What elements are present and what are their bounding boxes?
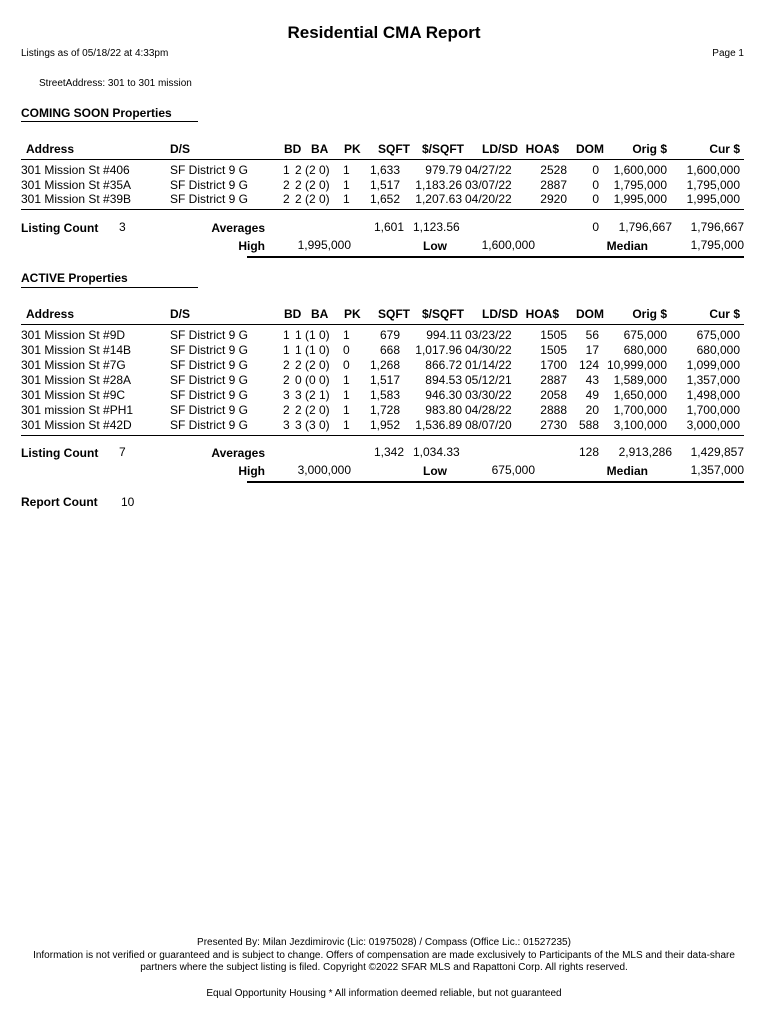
table-cell-pk: 1 <box>343 418 350 432</box>
table-cell-ldsd: 04/28/22 <box>465 403 512 417</box>
table-cell-ds: SF District 9 G <box>170 388 249 402</box>
table-cell-bd: 1 <box>283 343 290 357</box>
table-cell-hoa: 2058 <box>540 388 567 402</box>
avg-sqft: 1,601 <box>373 220 404 234</box>
median-label: Median <box>606 239 648 253</box>
heading-underline <box>21 287 198 288</box>
table-cell-dom: 0 <box>592 192 599 206</box>
footer-presented-by: Presented By: Milan Jezdimirovic (Lic: 01975028) / Compass (Office Lic.: 01527235) <box>197 937 571 948</box>
table-cell-ds: SF District 9 G <box>170 328 249 342</box>
table-cell-ppsf: 866.72 <box>425 358 462 372</box>
table-cell-bd: 2 <box>283 177 290 192</box>
table-cell-ppsf: 1,207.63 <box>415 192 462 206</box>
high-label: High <box>238 239 265 253</box>
table-cell-ppsf: 1,536.89 <box>415 418 462 432</box>
table-cell-ba: 3 (3 0) <box>295 418 330 432</box>
column-header-address: Address <box>26 307 75 321</box>
table-cell-pk: 1 <box>343 192 350 206</box>
table-cell-pk: 1 <box>343 403 350 417</box>
median-value: 1,795,000 <box>690 238 744 252</box>
table-cell-sqft: 1,633 <box>369 163 400 177</box>
table-cell-address: 301 mission St #PH1 <box>21 403 134 417</box>
table-cell-hoa: 2887 <box>540 177 567 192</box>
table-cell-address: 301 Mission St #42D <box>21 418 132 432</box>
column-header-bd: BD <box>284 307 302 321</box>
table-cell-bd: 2 <box>283 373 290 387</box>
page-number: Page 1 <box>712 48 744 59</box>
footer-disclaimer-1: Information is not verified or guaranteed and is subject to change. Offers of compensation are made exclusively to Participants of the MLS and their data-share <box>33 950 735 961</box>
table-cell-cur: 1,357,000 <box>686 373 740 387</box>
column-header-orig: Orig $ <box>632 142 667 156</box>
table-cell-ba: 2 (2 0) <box>295 358 330 372</box>
footer-disclaimer-2: partners where the subject listing is filed. Copyright ©2022 SFAR MLS and Rapattoni Corp. All rights reserved. <box>140 962 628 973</box>
column-header-pk: PK <box>344 142 361 156</box>
table-cell-cur: 1,498,000 <box>686 388 740 402</box>
table-cell-ldsd: 03/23/22 <box>465 328 512 342</box>
table-cell-bd: 3 <box>283 388 290 402</box>
listings-as-of: Listings as of 05/18/22 at 4:33pm <box>21 48 169 59</box>
listing-count-label: Listing Count <box>21 221 99 235</box>
table-cell-dom: 17 <box>585 343 599 357</box>
table-cell-orig: 1,995,000 <box>613 192 667 206</box>
table-cell-orig: 1,650,000 <box>613 388 667 402</box>
avg-ppsf: 1,034.33 <box>413 445 460 459</box>
table-cell-orig: 680,000 <box>623 343 667 357</box>
rule-line <box>21 159 744 160</box>
table-cell-orig: 1,600,000 <box>613 163 667 177</box>
table-cell-sqft: 668 <box>379 343 400 357</box>
low-label: Low <box>423 464 447 478</box>
table-cell-sqft: 1,652 <box>369 192 400 206</box>
high-value: 3,000,000 <box>297 463 351 477</box>
table-cell-ds: SF District 9 G <box>170 163 249 177</box>
table-cell-sqft: 1,517 <box>369 373 400 387</box>
table-cell-ppsf: 1,017.96 <box>415 343 462 357</box>
table-cell-hoa: 1505 <box>540 343 567 357</box>
table-cell-sqft: 1,728 <box>369 403 400 417</box>
report-count-value: 10 <box>121 495 135 509</box>
table-cell-sqft: 1,517 <box>369 177 400 192</box>
column-header-ds: D/S <box>170 307 191 321</box>
table-cell-cur: 675,000 <box>696 328 740 342</box>
column-header-hoa: HOA$ <box>525 307 559 321</box>
table-cell-address: 301 Mission St #28A <box>21 373 132 387</box>
table-cell-sqft: 1,268 <box>369 358 400 372</box>
table-cell-ba: 2 (2 0) <box>295 192 330 206</box>
table-cell-bd: 1 <box>283 163 290 177</box>
table-cell-orig: 1,589,000 <box>613 373 667 387</box>
table-cell-ds: SF District 9 G <box>170 373 249 387</box>
rule-line <box>21 435 744 436</box>
table-cell-sqft: 679 <box>379 328 400 342</box>
table-cell-ds: SF District 9 G <box>170 358 249 372</box>
table-cell-ds: SF District 9 G <box>170 418 249 432</box>
median-value: 1,357,000 <box>690 463 744 477</box>
column-header-ldsd: LD/SD <box>482 307 518 321</box>
table-cell-dom: 43 <box>585 373 599 387</box>
table-cell-pk: 0 <box>343 343 350 357</box>
avg-cur: 1,429,857 <box>690 445 744 459</box>
avg-sqft: 1,342 <box>373 445 404 459</box>
low-label: Low <box>423 239 447 253</box>
table-cell-ppsf: 994.11 <box>426 328 462 342</box>
column-header-ppsf: $/SQFT <box>421 142 464 156</box>
column-header-cur: Cur $ <box>709 142 740 156</box>
table-cell-ba: 3 (2 1) <box>295 388 330 402</box>
column-header-dom: DOM <box>576 142 604 156</box>
table-cell-ds: SF District 9 G <box>170 403 249 417</box>
table-cell-orig: 10,999,000 <box>606 358 667 372</box>
table-cell-bd: 2 <box>283 403 290 417</box>
table-cell-hoa: 2920 <box>540 192 567 206</box>
table-cell-hoa: 1505 <box>540 328 567 342</box>
table-cell-cur: 680,000 <box>696 343 740 357</box>
avg-dom: 0 <box>592 220 599 234</box>
table-cell-ldsd: 01/14/22 <box>465 358 512 372</box>
high-value: 1,995,000 <box>297 238 351 252</box>
averages-label: Averages <box>211 221 265 235</box>
listing-count-value: 7 <box>119 445 126 459</box>
table-cell-hoa: 2528 <box>540 163 567 177</box>
column-header-dom: DOM <box>576 307 604 321</box>
table-cell-address: 301 Mission St #39B <box>21 192 132 206</box>
table-cell-pk: 1 <box>343 177 350 192</box>
table-cell-cur: 1,995,000 <box>686 192 740 206</box>
table-cell-cur: 1,700,000 <box>686 403 740 417</box>
column-header-sqft: SQFT <box>378 307 410 321</box>
averages-label: Averages <box>211 446 265 460</box>
report-count-label: Report Count <box>21 495 98 509</box>
median-label: Median <box>606 464 648 478</box>
table-cell-ldsd: 08/07/20 <box>465 418 512 432</box>
rule-line <box>21 209 744 210</box>
table-cell-address: 301 Mission St #35A <box>21 177 132 192</box>
low-value: 1,600,000 <box>481 238 535 252</box>
table-cell-ba: 0 (0 0) <box>295 373 330 387</box>
table-cell-ppsf: 983.80 <box>425 403 462 417</box>
table-cell-pk: 1 <box>343 373 350 387</box>
footer-equal-housing: Equal Opportunity Housing * All information deemed reliable, but not guaranteed <box>206 988 562 999</box>
table-cell-dom: 588 <box>578 418 599 432</box>
column-header-ppsf: $/SQFT <box>421 307 464 321</box>
column-header-ldsd: LD/SD <box>482 142 518 156</box>
rule-line <box>21 324 744 325</box>
table-cell-pk: 1 <box>343 328 350 342</box>
table-cell-sqft: 1,583 <box>369 388 400 402</box>
table-cell-ppsf: 946.30 <box>425 388 462 402</box>
table-cell-hoa: 2888 <box>540 403 567 417</box>
table-cell-ldsd: 05/12/21 <box>465 373 512 387</box>
table-cell-bd: 2 <box>283 358 290 372</box>
table-cell-pk: 0 <box>343 358 350 372</box>
table-cell-ds: SF District 9 G <box>170 343 249 357</box>
table-cell-ldsd: 04/27/22 <box>465 163 512 177</box>
avg-orig: 2,913,286 <box>618 445 672 459</box>
table-cell-cur: 1,600,000 <box>686 163 740 177</box>
table-cell-orig: 1,795,000 <box>613 177 667 192</box>
column-header-ba: BA <box>311 142 329 156</box>
table-cell-bd: 2 <box>283 192 290 206</box>
table-cell-address: 301 Mission St #7G <box>21 358 126 372</box>
table-cell-bd: 1 <box>283 328 290 342</box>
table-cell-hoa: 1700 <box>540 358 567 372</box>
listing-count-value: 3 <box>119 220 126 234</box>
table-cell-ppsf: 979.79 <box>425 163 462 177</box>
table-cell-orig: 675,000 <box>623 328 667 342</box>
table-cell-pk: 1 <box>343 163 350 177</box>
column-header-sqft: SQFT <box>378 142 410 156</box>
table-cell-cur: 3,000,000 <box>686 418 740 432</box>
table-cell-ba: 2 (2 0) <box>295 163 330 177</box>
table-cell-ba: 1 (1 0) <box>295 343 330 357</box>
avg-ppsf: 1,123.56 <box>413 220 460 234</box>
table-cell-ba: 2 (2 0) <box>295 403 330 417</box>
table-cell-dom: 0 <box>592 163 599 177</box>
report-title: Residential CMA Report <box>287 23 481 42</box>
table-cell-hoa: 2730 <box>540 418 567 432</box>
table-cell-dom: 20 <box>585 403 599 417</box>
column-header-address: Address <box>26 142 75 156</box>
table-cell-dom: 49 <box>585 388 599 402</box>
table-cell-address: 301 Mission St #14B <box>21 343 132 357</box>
table-cell-address: 301 Mission St #9D <box>21 328 126 342</box>
table-cell-dom: 0 <box>592 177 599 192</box>
rule-line <box>247 481 744 483</box>
column-header-ba: BA <box>311 307 329 321</box>
table-cell-ds: SF District 9 G <box>170 192 249 206</box>
avg-cur: 1,796,667 <box>690 220 744 234</box>
table-cell-cur: 1,795,000 <box>686 177 740 192</box>
table-cell-hoa: 2887 <box>540 373 567 387</box>
rule-line <box>247 256 744 258</box>
table-cell-cur: 1,099,000 <box>686 358 740 372</box>
column-header-ds: D/S <box>170 142 191 156</box>
table-cell-pk: 1 <box>343 388 350 402</box>
table-cell-ldsd: 04/30/22 <box>465 343 512 357</box>
low-value: 675,000 <box>491 463 535 477</box>
table-cell-ds: SF District 9 G <box>170 177 249 192</box>
search-criteria: StreetAddress: 301 to 301 mission <box>39 78 192 89</box>
table-cell-ldsd: 04/20/22 <box>465 192 512 206</box>
column-header-orig: Orig $ <box>632 307 667 321</box>
table-cell-sqft: 1,952 <box>369 418 400 432</box>
column-header-bd: BD <box>284 142 302 156</box>
table-cell-bd: 3 <box>283 418 290 432</box>
avg-dom: 128 <box>578 445 599 459</box>
table-cell-ldsd: 03/07/22 <box>465 177 512 192</box>
column-header-pk: PK <box>344 307 361 321</box>
table-cell-address: 301 Mission St #406 <box>21 163 130 177</box>
avg-orig: 1,796,667 <box>618 220 672 234</box>
table-cell-ppsf: 894.53 <box>425 373 462 387</box>
table-cell-orig: 3,100,000 <box>613 418 667 432</box>
active-heading: ACTIVE Properties <box>21 271 128 285</box>
table-cell-address: 301 Mission St #9C <box>21 388 126 402</box>
table-cell-ba: 1 (1 0) <box>295 328 330 342</box>
coming-soon-heading: COMING SOON Properties <box>21 106 172 120</box>
table-cell-ldsd: 03/30/22 <box>465 388 512 402</box>
table-cell-ba: 2 (2 0) <box>295 177 330 192</box>
table-cell-orig: 1,700,000 <box>613 403 667 417</box>
table-cell-dom: 124 <box>578 358 599 372</box>
table-cell-ppsf: 1,183.26 <box>415 177 462 192</box>
heading-underline <box>21 121 198 122</box>
column-header-hoa: HOA$ <box>525 142 559 156</box>
listing-count-label: Listing Count <box>21 446 99 460</box>
high-label: High <box>238 464 265 478</box>
column-header-cur: Cur $ <box>709 307 740 321</box>
table-cell-dom: 56 <box>585 328 599 342</box>
